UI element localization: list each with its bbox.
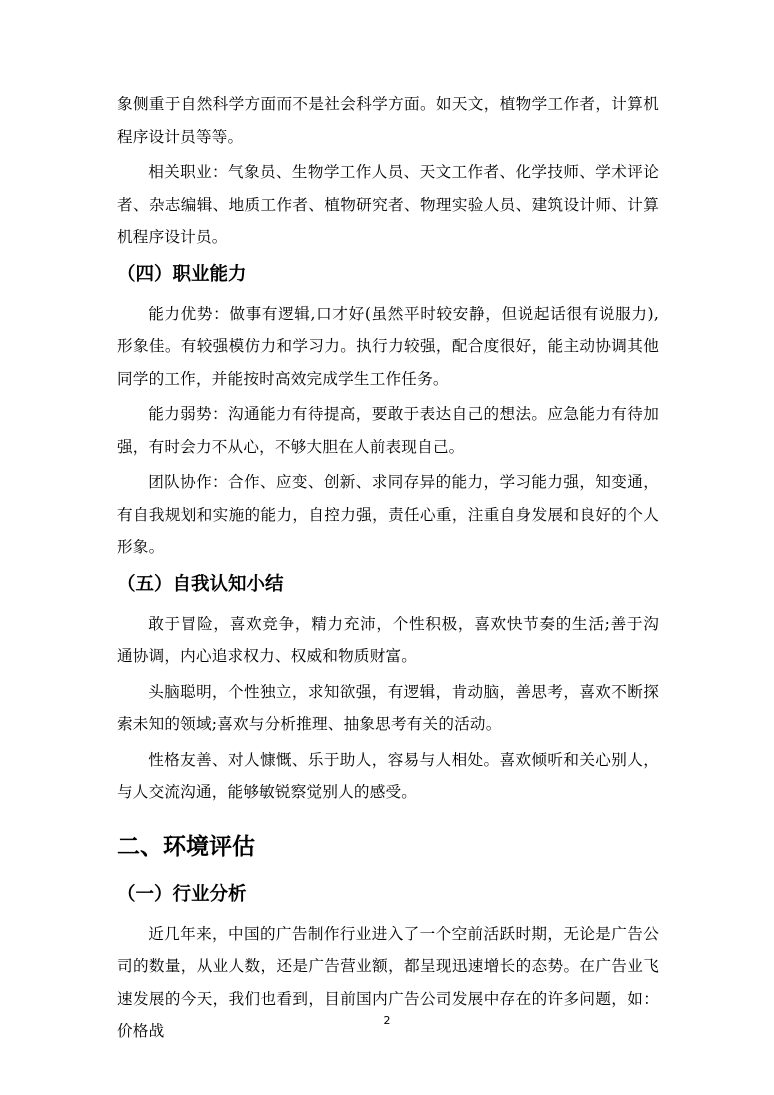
paragraph-ability-weaknesses: 能力弱势：沟通能力有待提高，要敢于表达自己的想法。应急能力有待加强，有时会力不从心，不够大胆在人前表现自己。 <box>117 405 659 456</box>
paragraph: 象侧重于自然科学方面而不是社会科学方面。如天文，植物学工作者，计算机程序设计员等等。 <box>117 95 659 146</box>
paragraph-summary-3: 性格友善、对人慷慨、乐于助人，容易与人相处。喜欢倾听和关心别人，与人交流沟通，能够敏锐察觉别人的感受。 <box>117 750 659 801</box>
paragraph-teamwork: 团队协作：合作、应变、创新、求同存异的能力，学习能力强，知变通，有自我规划和实施的能力，自控力强，责任心重，注重自身发展和良好的个人形象。 <box>117 473 659 556</box>
section-heading-industry-analysis: （一）行业分析 <box>117 883 247 905</box>
document-page <box>117 88 659 1048</box>
paragraph-ability-strengths: 能力优势：做事有逻辑,口才好(虽然平时较安静，但说起话很有说服力),形象佳。有较强模仿力和学习力。执行力较强，配合度很好，能主动协调其他同学的工作，并能按时高效完成学生工作任务。 <box>117 304 659 388</box>
paragraph-related-careers: 相关职业：气象员、生物学工作人员、天文工作者、化学技师、学术评论者、杂志编辑、地质工作者、植物研究者、物理实验人员、建筑设计师、计算机程序设计员。 <box>117 163 659 246</box>
section-heading-career-ability: （四）职业能力 <box>117 263 247 285</box>
chapter-heading-environment: 二、环境评估 <box>117 833 255 860</box>
paragraph-summary-1: 敢于冒险，喜欢竞争，精力充沛，个性积极，喜欢快节奏的生活;善于沟通协调，内心追求权力、权威和物质财富。 <box>117 614 659 665</box>
page-number: 2 <box>383 1014 391 1027</box>
paragraph-industry-analysis: 近几年来，中国的广告制作行业进入了一个空前活跃时期，无论是广告公司的数量，从业人数，还是广告营业额，都呈现迅速增长的态势。在广告业飞速发展的今天，我们也看到，目前国内广告公司发展中存在的许多问题，如：价格战 <box>117 924 659 1040</box>
section-heading-self-summary: （五）自我认知小结 <box>117 573 284 595</box>
paragraph-summary-2: 头脑聪明，个性独立，求知欲强，有逻辑，肯动脑，善思考，喜欢不断探索未知的领域;喜欢与分析推理、抽象思考有关的活动。 <box>117 682 659 733</box>
